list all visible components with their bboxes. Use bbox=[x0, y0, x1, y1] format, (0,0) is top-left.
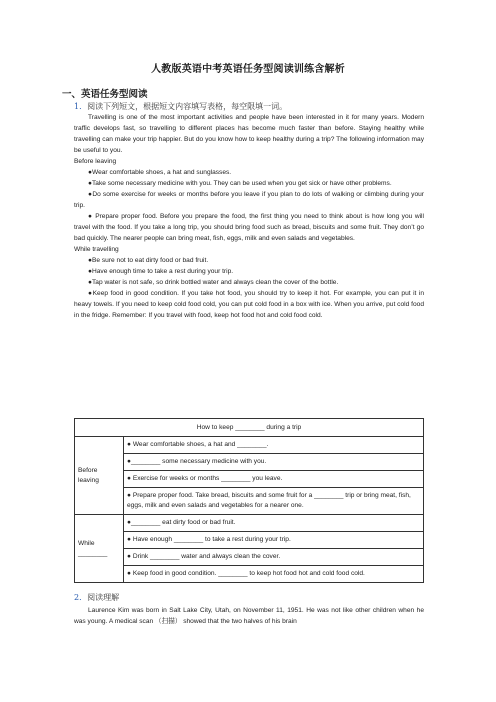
table-row bbox=[75, 454, 424, 471]
table-row bbox=[75, 532, 424, 549]
table-cell: ● Wear comfortable shoes, a hat and ________. bbox=[124, 437, 424, 454]
table-cell: ●________ eat dirty food or bad fruit. bbox=[124, 515, 424, 532]
question-instruction: 阅读理解 bbox=[87, 593, 120, 602]
fill-in-table bbox=[74, 418, 424, 583]
document-title: 人教版英语中考英语任务型阅读训练含解析 bbox=[151, 64, 345, 75]
question-instruction: 阅读下列短文，根据短文内容填写表格，每空限填一词。 bbox=[87, 102, 288, 111]
table-header-cell: How to keep ________ during a trip bbox=[75, 419, 424, 437]
bullet-item: ●Tap water is not safe, so drink bottled water and always clean the cover of the bottle. bbox=[88, 279, 339, 286]
table-cell: ● Exercise for weeks or months ________ you leave. bbox=[124, 471, 424, 488]
bullet-item: ● Prepare proper food. Before you prepare the food, the first thing you need to think about is how long you will travel with the food. If you take a long trip, you should bring food such as bread, biscuits and some fruit. They don’t go bad quickly. The nearer people can bring meat, fish, eggs, milk and even salads and vegetables. bbox=[74, 213, 424, 242]
table-cell: ●________ some necessary medicine with you. bbox=[124, 454, 424, 471]
bullet-item: ●Have enough time to take a rest during your trip. bbox=[88, 268, 234, 275]
subheading-before-leaving: Before leaving bbox=[74, 158, 117, 165]
question-1-heading bbox=[74, 101, 287, 112]
bullet-item: ●Do some exercise for weeks or months before you leave if you plan to do lots of walking or climbing during your trip. bbox=[74, 191, 424, 209]
bullet-item: ●Keep food in good condition. If you take hot food, you should try to keep it hot. For example, you can put it in heavy towels. If you need to keep cold food cold, you can put cold food in a box with ice. When you arrive, put cold food in the fridge. Remember: If you travel with food, keep hot food hot and cold food cold. bbox=[74, 290, 424, 319]
question-2-heading bbox=[74, 592, 119, 603]
table-cell: ● Drink ________ water and always clean the cover. bbox=[124, 549, 424, 566]
table-row bbox=[75, 471, 424, 488]
question-number: 1． bbox=[74, 102, 88, 111]
table-row bbox=[75, 515, 424, 532]
subheading-while-travelling: While travelling bbox=[74, 246, 119, 253]
question-number: 2． bbox=[74, 593, 88, 602]
section-heading: 一、英语任务型阅读 bbox=[62, 89, 148, 100]
bullet-item: ●Be sure not to eat dirty food or bad fruit. bbox=[88, 257, 209, 264]
passage-2 bbox=[74, 605, 424, 627]
table-row bbox=[75, 566, 424, 583]
table-row bbox=[75, 549, 424, 566]
before-leaving-label: Before leaving bbox=[75, 437, 124, 515]
paragraph: Laurence Kim was born in Salt Lake City, Utah, on November 11, 1951. He was not like other children when he was young. A medical scan （扫描） showed that the two halves of his brain bbox=[74, 607, 424, 625]
table-row bbox=[75, 437, 424, 454]
while-travelling-label: While ________ bbox=[75, 515, 124, 583]
paragraph-intro: Travelling is one of the most important activities and people have been interested in it for many years. Modern traffic develops fast, so travelling to different places has become much faster than before. Staying healthy while travelling can make your trip happier. But do you know how to keep healthy during a trip? The following information may be useful to you. bbox=[74, 114, 424, 154]
table-cell: ● Keep food in good condition. ________ to keep hot food hot and cold food cold. bbox=[124, 566, 424, 583]
bullet-item: ●Wear comfortable shoes, a hat and sunglasses. bbox=[88, 169, 232, 176]
table-header-row bbox=[75, 419, 424, 437]
table-row bbox=[75, 488, 424, 515]
table-cell: ● Prepare proper food. Take bread, biscuits and some fruit for a ________ trip or bring meat, fish, eggs, milk and even salads and vegetables for a nearer one. bbox=[124, 488, 424, 515]
passage-1 bbox=[74, 112, 424, 321]
table-cell: ● Have enough ________ to take a rest during your trip. bbox=[124, 532, 424, 549]
bullet-item: ●Take some necessary medicine with you. They can be used when you get sick or have other problems. bbox=[88, 180, 392, 187]
